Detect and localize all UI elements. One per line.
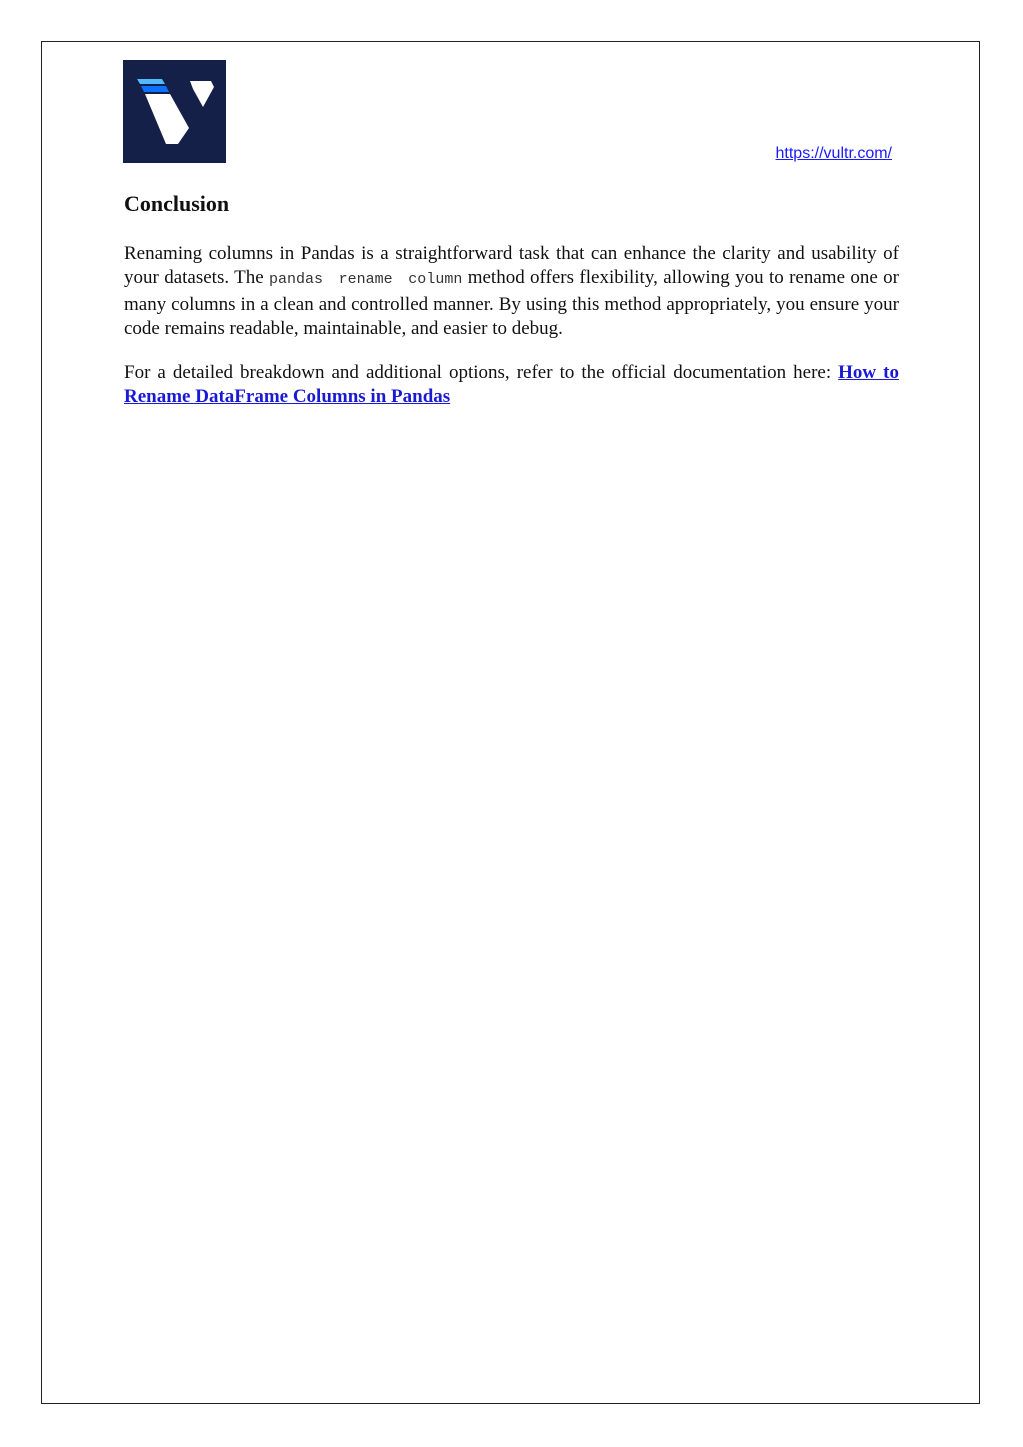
paragraph-text-before-code: Renaming columns in Pandas is a straightforward task that can enhance the clarity and usability of your datasets. The <box>124 243 899 289</box>
reference-paragraph <box>124 361 899 410</box>
paragraph-text-after-code: method offers flexibility, allowing you to rename one or many columns in a clean and controlled manner. By using this method appropriately, you ensure your code remains readable, maintainable, and easier to debug. <box>124 267 900 339</box>
documentation-link[interactable]: How to Rename DataFrame Columns in Pandas <box>124 362 899 408</box>
section-heading: Conclusion <box>124 191 230 216</box>
conclusion-paragraph <box>124 242 899 341</box>
reference-text: For a detailed breakdown and additional options, refer to the official documentation here: <box>124 362 839 383</box>
vultr-logo-icon <box>123 60 226 163</box>
inline-code: pandas rename column <box>269 271 463 289</box>
header-url-link[interactable]: https://vultr.com/ <box>775 145 892 162</box>
